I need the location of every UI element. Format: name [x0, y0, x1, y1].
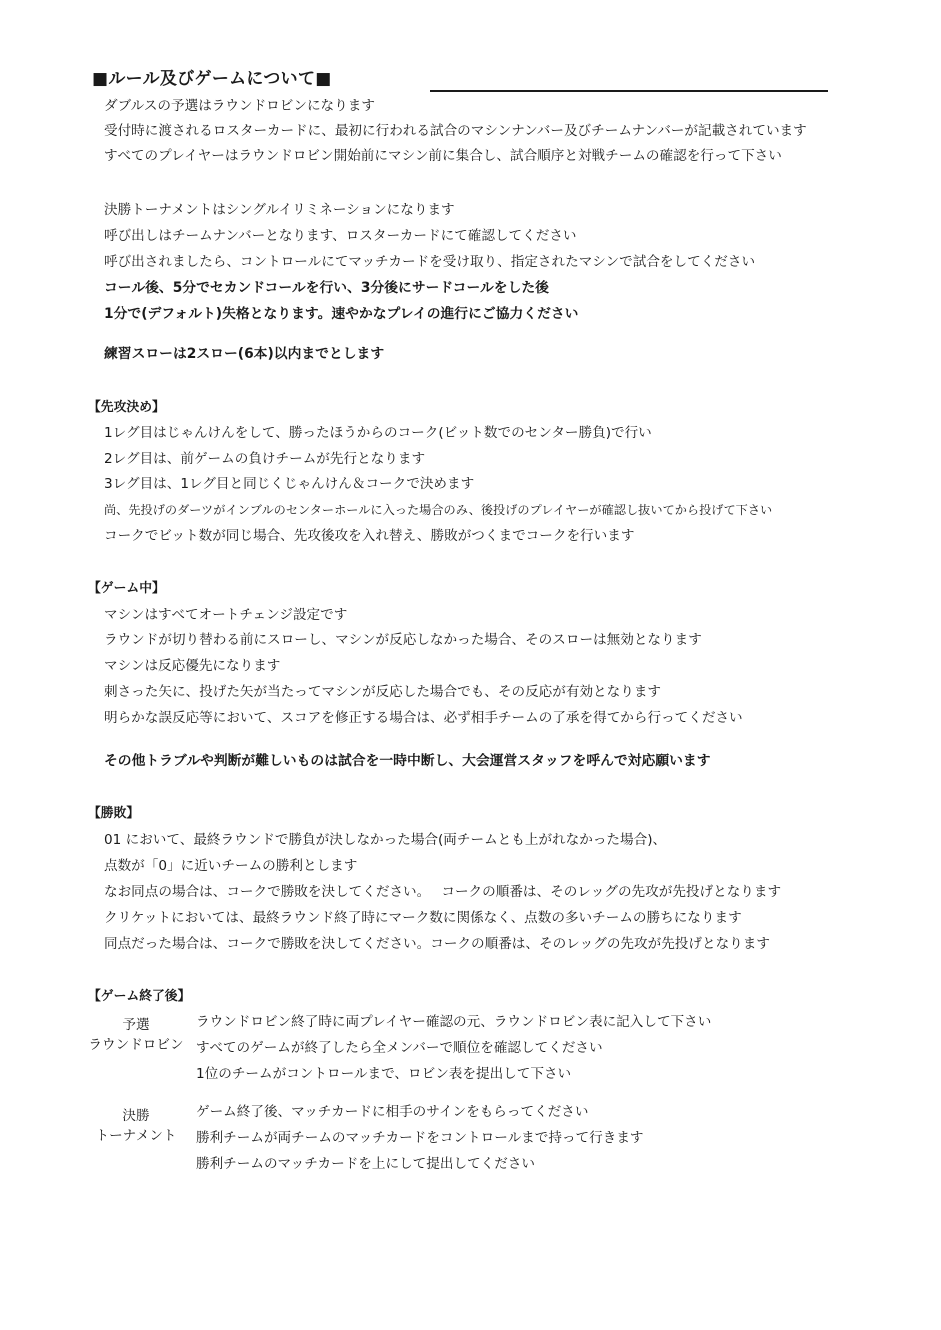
- first-attack-line-3: 3レグ目は、1レグ目と同じくじゃんけん＆コークで決めます: [104, 476, 475, 492]
- victory-line-4: クリケットにおいては、最終ラウンド終了時にマーク数に関係なく、点数の多いチームの勝ちになります: [104, 910, 742, 926]
- victory-heading: 【勝敗】: [88, 806, 140, 821]
- victory-line-1: 01 において、最終ラウンドで勝負が決しなかった場合(両チームとも上がれなかった場合)、: [104, 832, 667, 848]
- tournament-line-3: 呼び出されましたら、コントロールにてマッチカードを受け取り、指定されたマシンで試合をしてください: [104, 254, 756, 270]
- victory-line-3: なお同点の場合は、コークで勝敗を決してください。 コークの順番は、そのレッグの先攻が先投げとなります: [104, 884, 782, 900]
- round-robin-line-1: ラウンドロビン終了時に両プレイヤー確認の元、ラウンドロビン表に記入して下さい: [196, 1014, 712, 1030]
- after-game-heading: 【ゲーム終了後】: [88, 989, 191, 1004]
- round-robin-label-line-2: ラウンドロビン: [88, 1037, 184, 1053]
- in-game-line-4: 刺さった矢に、投げた矢が当たってマシンが反応した場合でも、その反応が有効となります: [104, 684, 662, 700]
- title-underline: [430, 90, 828, 92]
- victory-line-2: 点数が「0」に近いチームの勝利とします: [104, 858, 358, 874]
- final-line-3: 勝利チームのマッチカードを上にして提出してください: [196, 1156, 536, 1172]
- title-row: [92, 64, 832, 94]
- victory-line-5: 同点だった場合は、コークで勝敗を決してください。コークの順番は、そのレッグの先攻が先投げとなります: [104, 936, 770, 952]
- first-attack-line-1: 1レグ目はじゃんけんをして、勝ったほうからのコーク(ビット数でのセンター勝負)で行い: [104, 425, 652, 441]
- first-attack-line-2: 2レグ目は、前ゲームの負けチームが先行となります: [104, 451, 426, 467]
- first-attack-line-4: 尚、先投げのダーツがインブルのセンターホールに入った場合のみ、後投げのプレイヤーが確認し抜いてから投げて下さい: [104, 503, 773, 517]
- round-robin-line-2: すべてのゲームが終了したら全メンバーで順位を確認してください: [196, 1040, 603, 1056]
- final-line-2: 勝利チームが両チームのマッチカードをコントロールまで持って行きます: [196, 1130, 644, 1146]
- round-robin-label: [88, 1015, 184, 1055]
- in-game-line-3: マシンは反応優先になります: [104, 658, 281, 674]
- first-attack-line-5: コークでビット数が同じ場合、先攻後攻を入れ替え、勝敗がつくまでコークを行います: [104, 528, 635, 544]
- round-robin-line-3: 1位のチームがコントロールまで、ロビン表を提出して下さい: [196, 1066, 572, 1082]
- final-tournament-label: [88, 1106, 184, 1146]
- call-rule-line-2: 1分で(デフォルト)失格となります。速やかなプレイの進行にご協力ください: [104, 306, 579, 322]
- final-label-line-1: 決勝: [122, 1108, 150, 1124]
- in-game-line-1: マシンはすべてオートチェンジ設定です: [104, 607, 348, 623]
- intro-line-1: ダブルスの予選はラウンドロビンになります: [104, 98, 375, 114]
- in-game-heading: 【ゲーム中】: [88, 581, 165, 596]
- intro-line-2: 受付時に渡されるロスターカードに、最初に行われる試合のマシンナンバー及びチームナンバーが記載されています: [104, 123, 807, 139]
- tournament-line-2: 呼び出しはチームナンバーとなります、ロスターカードにて確認してください: [104, 228, 577, 244]
- trouble-notice: その他トラブルや判断が難しいものは試合を一時中断し、大会運営スタッフを呼んで対応願います: [104, 753, 711, 769]
- round-robin-label-line-1: 予選: [122, 1017, 150, 1033]
- practice-rule: 練習スローは2スロー(6本)以内までとします: [104, 346, 385, 362]
- first-attack-heading: 【先攻決め】: [88, 400, 165, 415]
- page-title: ■ルール及びゲームについて■: [92, 69, 332, 89]
- in-game-line-5: 明らかな誤反応等において、スコアを修正する場合は、必ず相手チームの了承を得てから行ってください: [104, 710, 743, 726]
- tournament-line-1: 決勝トーナメントはシングルイリミネーションになります: [104, 202, 455, 218]
- call-rule-line-1: コール後、5分でセカンドコールを行い、3分後にサードコールをした後: [104, 280, 549, 296]
- in-game-line-2: ラウンドが切り替わる前にスローし、マシンが反応しなかった場合、そのスローは無効となります: [104, 632, 702, 648]
- final-line-1: ゲーム終了後、マッチカードに相手のサインをもらってください: [196, 1104, 589, 1120]
- intro-line-3: すべてのプレイヤーはラウンドロビン開始前にマシン前に集合し、試合順序と対戦チームの確認を行って下さい: [104, 148, 782, 164]
- final-label-line-2: トーナメント: [95, 1128, 177, 1144]
